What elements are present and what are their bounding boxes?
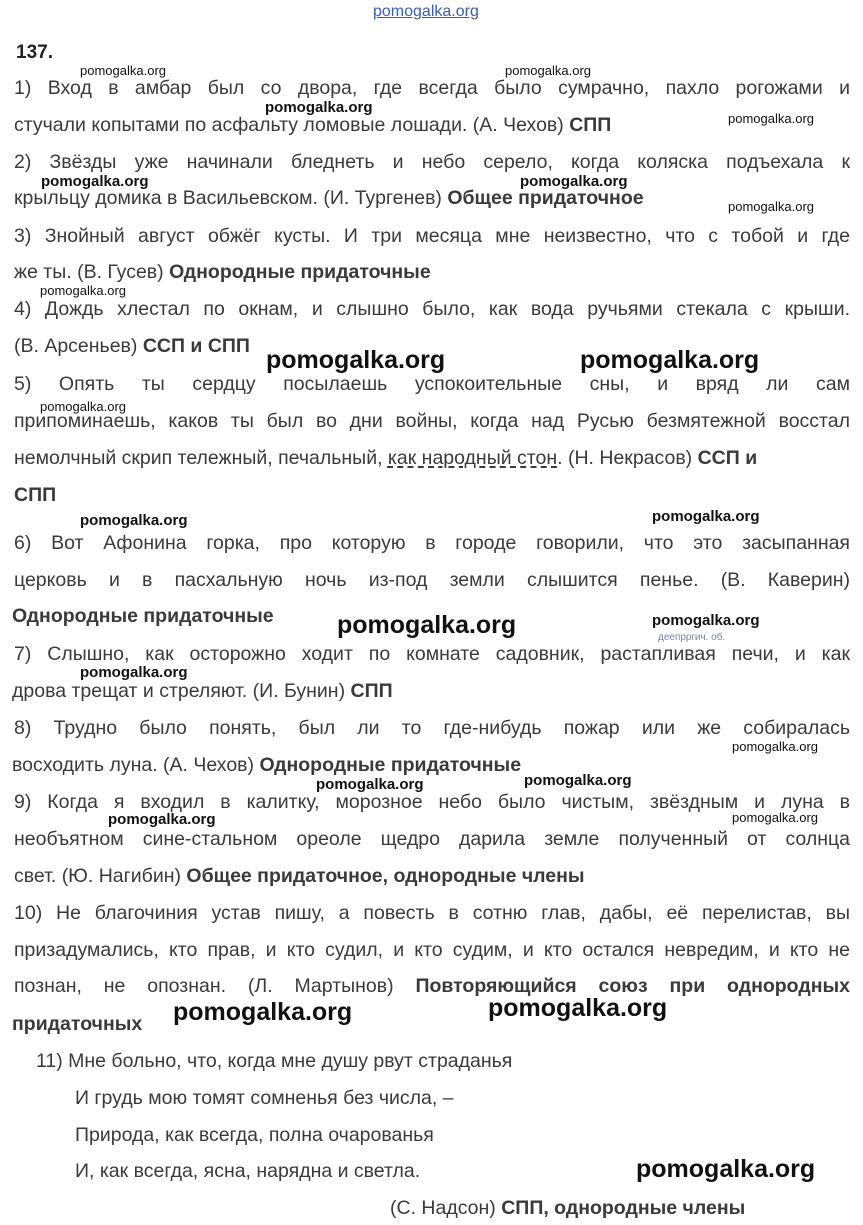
sentence-10-line-3: познан, не опознан. (Л. Мартынов) Повторяющийся союз при однородных xyxy=(14,975,850,997)
watermark: pomogalka.org xyxy=(580,346,760,374)
watermark: pomogalka.org xyxy=(80,664,188,681)
answer-6: Однородные придаточные xyxy=(12,605,274,627)
watermark: pomogalka.org xyxy=(266,346,446,374)
watermark: pomogalka.org xyxy=(40,283,126,298)
sentence-3-line-1: 3) Знойный август обжёг кусты. И три месяца мне неизвестно, что с тобой и где xyxy=(14,225,850,247)
sentence-3-line-2: же ты. (В. Гусев) Однородные придаточные xyxy=(14,261,431,283)
sentence-8-line-1: 8) Трудно было понять, был ли то где-нибудь пожар или же собиралась xyxy=(14,717,850,739)
answer-5-continued: СПП xyxy=(14,484,57,506)
watermark: pomogalka.org xyxy=(524,772,632,789)
watermark: pomogalka.org xyxy=(728,199,814,214)
sentence-5-line-2: припоминаешь, каков ты был во дни войны, когда над Русью безмятежной восстал xyxy=(14,410,850,432)
sentence-2-line-1: 2) Звёзды уже начинали бледнеть и небо серело, когда коляска подъехала к xyxy=(14,151,850,173)
watermark: pomogalka.org xyxy=(316,776,424,793)
handwritten-note: деепрprич. об. xyxy=(658,632,726,643)
watermark: pomogalka.org xyxy=(732,739,818,754)
watermark: pomogalka.org xyxy=(652,612,760,629)
sentence-2-line-2: крыльцу домика в Васильевском. (И. Тургенев) Общее придаточное xyxy=(14,187,644,209)
watermark: pomogalka.org xyxy=(732,810,818,825)
watermark: pomogalka.org xyxy=(505,63,591,78)
sentence-10-line-1: 10) Не благочиния устав пишу, а повесть в сотню глав, дабы, её перелистав, вы xyxy=(14,902,850,924)
sentence-9-line-2: необъятном сине-стальном ореоле щедро дарила земле полученный от солнца xyxy=(14,828,850,850)
answer-8: Однородные придаточные xyxy=(259,754,522,776)
watermark: pomogalka.org xyxy=(520,173,628,190)
sentence-10-line-2: призадумались, кто прав, и кто судил, и кто судим, и кто остался невредим, и кто не xyxy=(14,939,850,961)
watermark: pomogalka.org xyxy=(652,508,760,525)
answer-2: Общее придаточное xyxy=(447,187,644,209)
answer-5: ССП и xyxy=(697,447,758,469)
watermark: pomogalka.org xyxy=(80,63,166,78)
watermark: pomogalka.org xyxy=(173,998,353,1026)
watermark: pomogalka.org xyxy=(41,173,149,190)
sentence-6-line-1: 6) Вот Афонина горка, про которую в городе говорили, что это засыпанная xyxy=(14,532,850,554)
sentence-9-line-1: 9) Когда я входил в калитку, морозное небо было чистым, звёздным и луна в xyxy=(14,791,850,813)
sentence-4-line-2: (В. Арсеньев) ССП и СПП xyxy=(14,335,250,357)
answer-4: ССП и СПП xyxy=(142,335,250,357)
watermark: pomogalka.org xyxy=(636,1155,816,1183)
watermark: pomogalka.org xyxy=(265,99,373,116)
poem-line-2: И грудь мою томят сомненья без числа, – xyxy=(75,1087,454,1109)
poem-line-4: И, как всегда, ясна, нарядна и светла. xyxy=(75,1160,421,1182)
exercise-number: 137. xyxy=(16,42,53,63)
watermark: pomogalka.org xyxy=(488,994,668,1022)
answer-1: СПП xyxy=(569,114,612,136)
sentence-1-line-1: 1) Вход в амбар был со двора, где всегда было сумрачно, пахло рогожами и xyxy=(14,77,850,99)
answer-9: Общее придаточное, однородные члены xyxy=(186,865,585,887)
poem-line-3: Природа, как всегда, полна очарованья xyxy=(75,1124,434,1146)
watermark-top-link[interactable]: pomogalka.org xyxy=(373,3,479,20)
sentence-6-line-2: церковь и в пасхальную ночь из-под земли слышится пенье. (В. Каверин) xyxy=(14,569,850,591)
answer-10-continued: придаточных xyxy=(12,1013,143,1035)
watermark: pomogalka.org xyxy=(337,611,517,639)
poem-attribution: (С. Надсон) СПП, однородные члены xyxy=(390,1197,746,1219)
sentence-9-line-3: свет. (Ю. Нагибин) Общее придаточное, однородные члены xyxy=(14,865,585,887)
sentence-7-line-2: дрова трещат и стреляют. (И. Бунин) СПП xyxy=(12,680,393,702)
poem-line-1: 11) Мне больно, что, когда мне душу рвут страданья xyxy=(36,1050,513,1072)
answer-3: Однородные придаточные xyxy=(169,261,431,283)
sentence-5-line-1: 5) Опять ты сердцу посылаешь успокоительные сны, и вряд ли сам xyxy=(14,373,850,395)
watermark: pomogalka.org xyxy=(108,811,216,828)
sentence-7-line-1: 7) Слышно, как осторожно ходит по комнате садовник, растапливая печи, и как xyxy=(14,643,850,665)
sentence-1-line-2: стучали копытами по асфальту ломовые лошади. (А. Чехов) СПП xyxy=(14,114,612,136)
watermark: pomogalka.org xyxy=(728,111,814,126)
sentence-4-line-1: 4) Дождь хлестал по окнам, и слышно было, как вода ручьями стекала с крыши. xyxy=(14,298,850,320)
underlined-phrase: как народный стон xyxy=(387,447,558,469)
sentence-5-line-3: немолчный скрип тележный, печальный, как народный стон. (Н. Некрасов) ССП и xyxy=(14,447,758,469)
watermark: pomogalka.org xyxy=(80,512,188,529)
answer-10: Повторяющийся союз при однородных xyxy=(415,975,850,997)
answer-11: СПП, однородные члены xyxy=(501,1197,746,1219)
watermark: pomogalka.org xyxy=(40,399,126,414)
answer-7: СПП xyxy=(350,680,393,702)
sentence-8-line-2: восходить луна. (А. Чехов) Однородные придаточные xyxy=(12,754,522,776)
